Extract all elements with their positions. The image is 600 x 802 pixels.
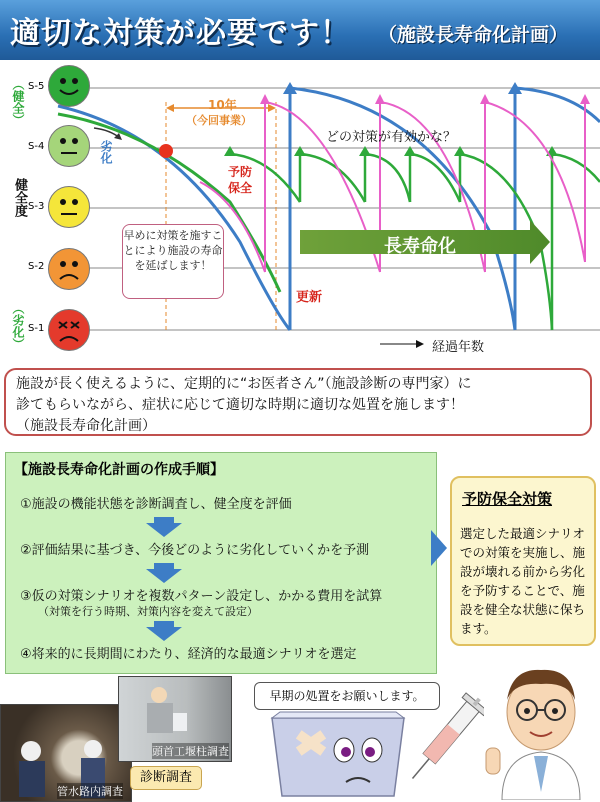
- diagnosis-label: 診断調査: [130, 766, 202, 790]
- down-arrow-icon: [146, 569, 182, 583]
- photo-pipe-interior: [0, 704, 132, 802]
- period-label: 10年: [208, 98, 237, 112]
- summary-box: [4, 368, 592, 436]
- summary-line-2: 診てもらいながら、症状に応じて適切な時期に適切な処置を施します！: [16, 397, 464, 413]
- face-good-icon: [48, 125, 90, 167]
- face-healthy-icon: [48, 65, 90, 107]
- photo-caption-pipe: 管水路内調査: [57, 785, 123, 798]
- level-s1: S-1: [28, 323, 45, 334]
- procedure-step-2: ②評価結果に基づき、今後どのように劣化していくかを予測: [20, 543, 370, 558]
- level-s4: S-4: [28, 141, 45, 152]
- photo-caption-weir: 頭首工堰柱調査: [152, 745, 229, 758]
- level-s5: S-5: [28, 81, 45, 92]
- face-fair-icon: [48, 186, 90, 228]
- down-arrow-icon: [146, 523, 182, 537]
- preventive-title: 予防保全対策: [462, 490, 553, 508]
- question-text: どの対策が有効かな？: [326, 130, 457, 145]
- preventive-text: 選定した最適シナリオでの対策を実施し、施設が壊れる前から劣化を予防することで、施設を健全な状態に保ちます。: [460, 526, 586, 636]
- down-arrow-icon: [146, 627, 182, 641]
- bottom-label: （劣化）: [11, 302, 25, 350]
- health-graph: [0, 62, 600, 362]
- syringe-icon: [404, 686, 484, 796]
- procedure-box: [5, 452, 437, 674]
- procedure-step-1: ①施設の機能状態を診断調査し、健全度を評価: [20, 497, 292, 512]
- injured-block-icon: [268, 708, 408, 800]
- doctor-icon: [482, 660, 600, 800]
- procedure-title: 【施設長寿命化計画の作成手順】: [14, 462, 224, 478]
- x-axis-label: 経過年数: [432, 340, 485, 355]
- summary-line-1: 施設が長く使えるように、定期的に“お医者さん”（施設診断の専門家）に: [16, 376, 472, 392]
- title-bar: [0, 0, 600, 60]
- face-poor-icon: [48, 248, 90, 290]
- right-arrow-icon: [431, 530, 447, 566]
- page-title: 適切な対策が必要です！: [10, 16, 351, 51]
- y-axis-label: 健全度: [12, 178, 27, 217]
- photo-weir-pillar: [118, 676, 232, 762]
- long-life-label: 長寿命化: [384, 236, 456, 257]
- callout-box: 早めに対策を施すことにより施設の寿命を延ばします！: [122, 224, 224, 299]
- top-label: （健全）: [11, 78, 25, 126]
- preventive-box: [450, 476, 596, 646]
- renewal-label: 更新: [296, 290, 323, 305]
- level-s2: S-2: [28, 261, 45, 272]
- procedure-step-3-note: （対策を行う時期、対策内容を変えて設定）: [38, 605, 258, 618]
- speech-bubble: 早期の処置をお願いします。: [254, 682, 440, 710]
- level-s3: S-3: [28, 201, 45, 212]
- face-bad-icon: [48, 309, 90, 351]
- procedure-step-4: ④将来的に長期間にわたり、経済的な最適シナリオを選定: [20, 647, 357, 662]
- deterioration-label: 劣化: [99, 140, 113, 164]
- preventive-label: 予防保全: [228, 165, 253, 195]
- graph-svg: [0, 62, 600, 362]
- page-subtitle: （施設長寿命化計画）: [378, 24, 569, 46]
- procedure-step-3: ③仮の対策シナリオを複数パターン設定し、かかる費用を試算: [20, 589, 383, 604]
- period-sub: （今回事業）: [186, 114, 252, 127]
- summary-line-3: （施設長寿命化計画）: [16, 418, 156, 434]
